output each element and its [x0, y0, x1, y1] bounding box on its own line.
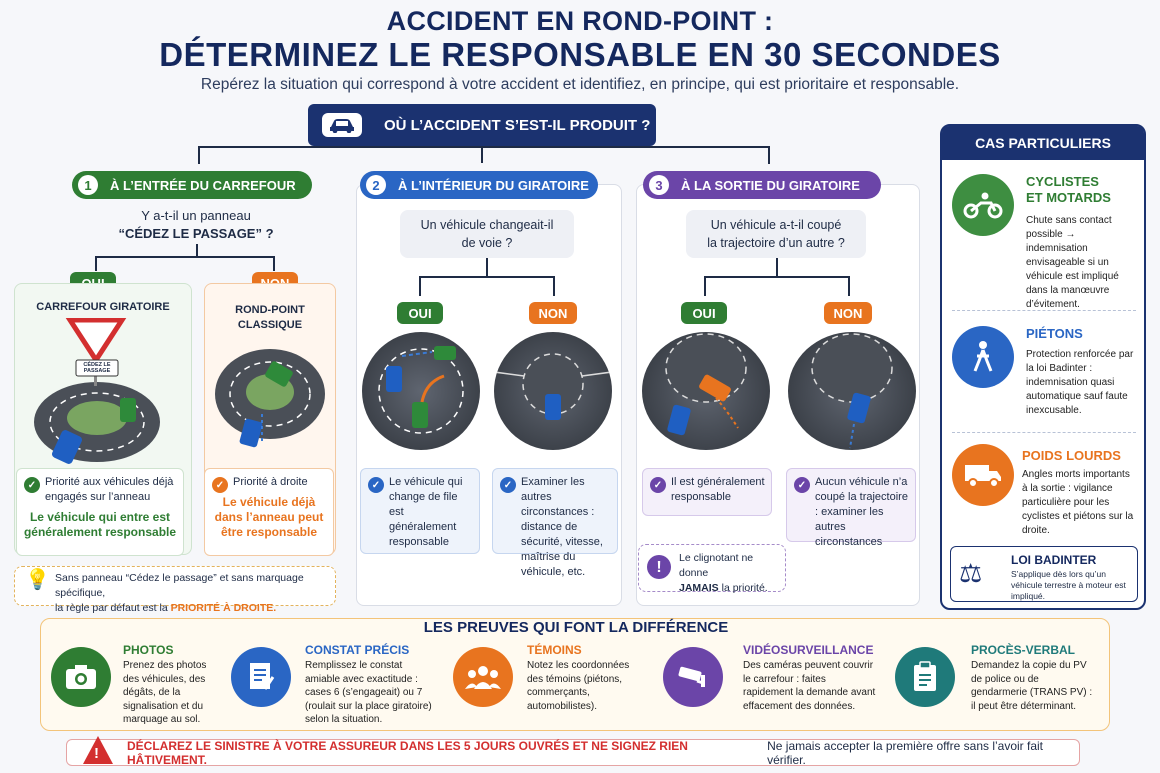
- no-pill: NON: [824, 302, 872, 324]
- entry-no-result-text: Priorité à droite: [233, 476, 308, 488]
- yes-situation-label: CARREFOUR GIRATOIRE: [36, 301, 170, 313]
- header-inside-label: À L’INTÉRIEUR DU GIRATOIRE: [398, 177, 589, 193]
- check-icon: ✓: [500, 477, 516, 493]
- no-label-line: ROND-POINT: [235, 304, 305, 316]
- exit-question-line: la trajectoire d’un autre ?: [707, 236, 845, 250]
- header-exit: [643, 171, 881, 199]
- step-number: 3: [649, 175, 669, 195]
- exit-question: [686, 210, 866, 258]
- entry-question-line: Y a-t-il un panneau: [141, 208, 251, 223]
- special-cases-title: CAS PARTICULIERS: [942, 126, 1144, 160]
- warning-bold: DÉCLAREZ LE SINISTRE À VOTRE ASSUREUR DANS LES 5 JOURS OUVRÉS ET NE SIGNEZ RIEN HÂTIVEMENT.: [127, 738, 688, 767]
- title-line-1: ACCIDENT EN ROND-POINT :: [386, 6, 774, 36]
- check-icon: ✓: [24, 477, 40, 493]
- cut-off-illustration: [642, 332, 770, 450]
- entry-question-line: “CÉDEZ LE PASSAGE” ?: [118, 226, 274, 241]
- yes-pill: OUI: [397, 302, 443, 324]
- connector: [95, 256, 275, 258]
- entry-question: [80, 207, 312, 243]
- exit-no-result: [786, 468, 916, 548]
- warning-text: Ne jamais accepter la première offre sans l’avoir fait vérifier.: [767, 738, 1044, 767]
- no-situation-label: [204, 303, 336, 333]
- turn-signal-note: [638, 544, 786, 592]
- pedestrians-title: PIÉTONS: [1026, 326, 1083, 341]
- note-bold: JAMAIS: [679, 582, 719, 594]
- connector: [481, 146, 483, 163]
- proofs-section: [40, 618, 1110, 731]
- proof-witnesses: [453, 643, 653, 731]
- lightbulb-icon: 💡: [25, 569, 50, 591]
- check-icon: ✓: [368, 477, 384, 493]
- default-rule-tip: [14, 566, 336, 614]
- no-label-line: CLASSIQUE: [237, 319, 303, 331]
- step-number: 1: [78, 175, 98, 195]
- header-inside: [360, 171, 598, 199]
- inside-no-result-text: Examiner les autres circonstances : distance de sécurité, vitesse, maîtrise du véhicule, etc.: [521, 476, 603, 578]
- exit-no-result-text: Aucun véhicule n’a coupé la trajectoire : examiner les autres circonstances: [815, 476, 908, 548]
- connector: [198, 146, 770, 148]
- tip-line: Sans panneau “Cédez le passage” et sans marquage spécifique,: [55, 572, 304, 599]
- inside-question: [400, 210, 574, 258]
- no-lane-change-illustration: [494, 332, 612, 450]
- no-cut-off-illustration: [788, 332, 916, 450]
- connector: [196, 244, 198, 256]
- proof-witnesses-text: Notez les coordonnées des témoins (piétons, commerçants, automobilistes).: [527, 660, 630, 712]
- proof-photos-title: PHOTOS: [123, 643, 174, 657]
- cyclists-title-line: CYCLISTES: [1026, 174, 1099, 189]
- connector: [704, 276, 706, 296]
- yield-sign-text: CÉDEZ LE PASSAGE: [83, 362, 111, 374]
- check-icon: ✓: [794, 477, 810, 493]
- connector: [95, 256, 97, 271]
- proof-police-report: [895, 643, 1105, 731]
- header-entry: [72, 171, 312, 199]
- special-cases-panel: [940, 124, 1146, 610]
- scales-icon: ⚖: [959, 558, 983, 588]
- inside-question-line: Un véhicule changeait-il: [420, 218, 554, 232]
- proof-police-title: PROCÈS-VERBAL: [971, 643, 1076, 657]
- law-title: LOI BADINTER: [1011, 553, 1097, 567]
- tip-bold: PRIORITÉ À DROITE.: [170, 602, 277, 614]
- inside-no-result: [492, 468, 618, 578]
- connector: [198, 146, 200, 164]
- header-entry-label: À L’ENTRÉE DU CARREFOUR: [110, 177, 296, 193]
- proof-cctv-title: VIDÉOSURVEILLANCE: [743, 643, 874, 657]
- warning-bar: [66, 739, 1080, 766]
- yes-pill: OUI: [681, 302, 727, 324]
- cyclists-text: Chute sans contact possible → indemnisation envisageable si un véhicule est impliqué dans la manœuvre d’évitement.: [1026, 215, 1119, 310]
- warning-exclamation: !: [94, 745, 99, 762]
- tip-line: la règle par défaut est la: [55, 602, 168, 614]
- connector: [419, 276, 555, 278]
- lane-change-illustration: [362, 332, 480, 450]
- inside-yes-result: [360, 468, 480, 554]
- cyclists-title: [1026, 174, 1111, 206]
- classic-roundabout-illustration: [214, 344, 326, 454]
- connector: [776, 258, 778, 276]
- connector: [273, 256, 275, 271]
- people-icon: [453, 647, 513, 707]
- inside-question-line: de voie ?: [461, 236, 513, 250]
- trucks-text: Angles morts importants à la sortie : vigilance particulière pour les cyclistes et piétons sur la droite.: [1022, 469, 1134, 536]
- proof-photos: [51, 643, 251, 731]
- connector: [768, 146, 770, 164]
- divider: [952, 310, 1136, 311]
- truck-icon: [952, 444, 1014, 506]
- proof-constat-text: Remplissez le constat amiable avec exactitude : cases 6 (s’engageait) ou 7 (roulait sur la place giratoire) selon la situation.: [305, 660, 432, 725]
- connector: [704, 276, 850, 278]
- trucks-title: POIDS LOURDS: [1022, 448, 1121, 463]
- proof-constat: [231, 643, 451, 731]
- motorcycle-icon: [952, 174, 1014, 236]
- pedestrians-text: Protection renforcée par la loi Badinter : indemnisation quasi automatique sauf faute inexcusable.: [1026, 349, 1134, 416]
- title-line-2: DÉTERMINEZ LE RESPONSABLE EN 30 SECONDES: [159, 36, 1001, 73]
- step-number: 2: [366, 175, 386, 195]
- camera-icon: [51, 647, 111, 707]
- note-line: la priorité.: [721, 582, 768, 594]
- entry-no-result-bold: Le véhicule déjà dans l’anneau peut être responsable: [214, 495, 324, 539]
- connector: [486, 258, 488, 276]
- proof-cctv-text: Des caméras peuvent couvrir le carrefour : faites rapidement la demande avant effacement des données.: [743, 660, 876, 712]
- check-icon: ✓: [650, 477, 666, 493]
- divider: [952, 432, 1136, 433]
- cyclists-title-line: ET MOTARDS: [1026, 190, 1111, 205]
- exit-yes-result-text: Il est généralement responsable: [671, 476, 765, 503]
- main-question: [308, 104, 656, 146]
- exit-question-line: Un véhicule a-t-il coupé: [710, 218, 842, 232]
- exclamation-icon: !: [647, 555, 671, 579]
- proofs-title: LES PREUVES QUI FONT LA DIFFÉRENCE: [423, 619, 729, 636]
- clipboard-icon: [895, 647, 955, 707]
- subtitle: Repérez la situation qui correspond à votre accident et identifiez, en principe, qui est prioritaire et responsable.: [200, 76, 960, 93]
- camera-surveillance-icon: [663, 647, 723, 707]
- entry-no-result: [204, 468, 334, 556]
- connector: [848, 276, 850, 296]
- inside-yes-result-text: Le véhicule qui change de file est généralement responsable: [389, 476, 463, 548]
- roundabout-yield-illustration: [32, 318, 162, 464]
- form-icon: [231, 647, 291, 707]
- proof-cctv: [663, 643, 883, 731]
- connector: [419, 276, 421, 296]
- header-exit-label: À LA SORTIE DU GIRATOIRE: [681, 177, 860, 193]
- main-question-text: OÙ L’ACCIDENT S’EST-IL PRODUIT ?: [384, 116, 651, 134]
- entry-yes-result: [16, 468, 184, 556]
- entry-yes-result-bold: Le véhicule qui entre est généralement responsable: [23, 510, 177, 539]
- law-text: S’applique dès lors qu’un véhicule terrestre à moteur est impliqué.: [1011, 569, 1126, 601]
- pedestrian-icon: [952, 326, 1014, 388]
- no-pill: NON: [529, 302, 577, 324]
- proof-police-text: Demandez la copie du PV de police ou de gendarmerie (TRANS PV) : il peut être déterminant.: [971, 660, 1093, 712]
- connector: [553, 276, 555, 296]
- check-icon: ✓: [212, 477, 228, 493]
- entry-yes-result-text: Priorité aux véhicules déjà engagés sur l’anneau: [45, 476, 174, 503]
- exit-yes-result: [642, 468, 772, 516]
- proof-witnesses-title: TÉMOINS: [527, 643, 582, 657]
- car-icon: [322, 113, 362, 137]
- note-line: Le clignotant ne donne: [679, 552, 754, 579]
- proof-constat-title: CONSTAT PRÉCIS: [305, 643, 410, 657]
- law-box: [950, 546, 1138, 602]
- proof-photos-text: Prenez des photos des véhicules, des dégâts, de la signalisation et du marquage au sol.: [123, 660, 207, 725]
